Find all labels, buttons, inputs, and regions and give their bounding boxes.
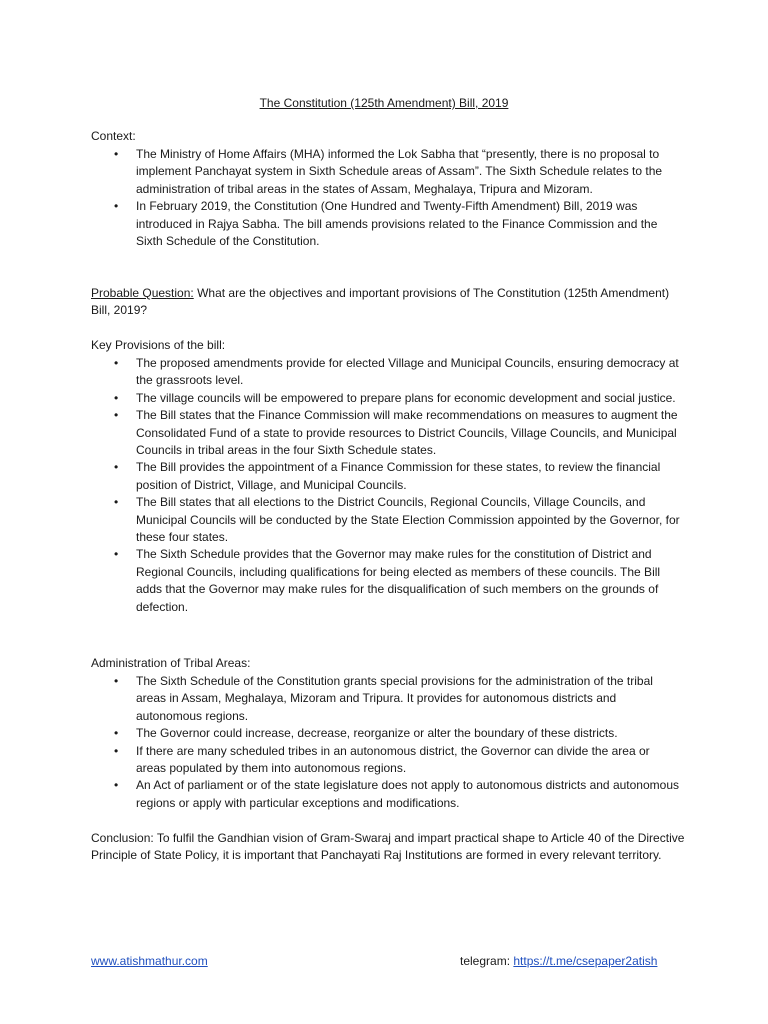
telegram-link[interactable]: https://t.me/csepaper2atish <box>513 954 658 968</box>
key-provisions-heading: Key Provisions of the bill: <box>91 338 226 352</box>
list-item: • An Act of parliament or of the state legislature does not apply to autonomous districts and autonomous regions or apply with particular exceptions and modifications. <box>91 777 681 812</box>
list-item: • The Ministry of Home Affairs (MHA) informed the Lok Sabha that “presently, there is no proposal to implement Panchayat system in Sixth Schedule areas of Assam”. The Sixth Schedule relates to the administration of tribal areas in the states of Assam, Meghalaya, Tripura and Mizoram. <box>91 146 681 198</box>
probable-question-text: What are the objectives and important provisions of The Constitution (125th Amendment) Bill, 2019? <box>91 286 670 318</box>
list-item: • The village councils will be empowered to prepare plans for economic development and social justice. <box>91 390 681 407</box>
conclusion-paragraph: Conclusion: To fulfil the Gandhian vision of Gram-Swaraj and impart practical shape to Article 40 of the Directive Principle of State Policy, it is important that Panchayati Raj Institutions are formed in every relevant territory. <box>91 831 685 863</box>
key-provisions-list <box>91 355 681 616</box>
list-item: • The Bill states that the Finance Commission will make recommendations on measures to augment the Consolidated Fund of a state to provide resources to District Councils, Village Councils, and Municipal Councils in tribal areas in the four Sixth Schedule states. <box>91 407 681 459</box>
list-item: • The Sixth Schedule of the Constitution grants special provisions for the administration of the tribal areas in Assam, Meghalaya, Mizoram and Tripura. It provides for autonomous districts and autonomous regions. <box>91 673 681 725</box>
website-link[interactable]: www.atishmathur.com <box>91 954 208 968</box>
tribal-areas-heading: Administration of Tribal Areas: <box>91 656 251 670</box>
context-heading: Context: <box>91 129 136 143</box>
list-item: • The Governor could increase, decrease, reorganize or alter the boundary of these districts. <box>91 725 681 742</box>
list-item: • The proposed amendments provide for elected Village and Municipal Councils, ensuring democracy at the grassroots level. <box>91 355 681 390</box>
tribal-areas-list <box>91 673 681 812</box>
list-item: • The Bill states that all elections to the District Councils, Regional Councils, Village Councils, and Municipal Councils will be conducted by the State Election Commission appointed by the Governor, for these four states. <box>91 494 681 546</box>
telegram-label: telegram: <box>460 954 514 968</box>
list-item: • In February 2019, the Constitution (One Hundred and Twenty-Fifth Amendment) Bill, 2019 was introduced in Rajya Sabha. The bill amends provisions related to the Finance Commission and the Sixth Schedule of the Constitution. <box>91 198 681 250</box>
footer-telegram <box>460 953 657 970</box>
list-item: • The Sixth Schedule provides that the Governor may make rules for the constitution of District and Regional Councils, including qualifications for being elected as members of these councils. The Bill adds that the Governor may make rules for the disqualification of such members on the grounds of defection. <box>91 546 681 616</box>
list-item: • If there are many scheduled tribes in an autonomous district, the Governor can divide the area or areas populated by them into autonomous regions. <box>91 743 681 778</box>
list-item: • The Bill provides the appointment of a Finance Commission for these states, to review the financial position of District, Village, and Municipal Councils. <box>91 459 681 494</box>
probable-question <box>91 285 691 320</box>
probable-question-label: Probable Question: <box>91 286 194 300</box>
context-list <box>91 146 681 250</box>
footer-website <box>91 953 208 970</box>
document-title: The Constitution (125th Amendment) Bill, 2019 <box>259 96 509 110</box>
